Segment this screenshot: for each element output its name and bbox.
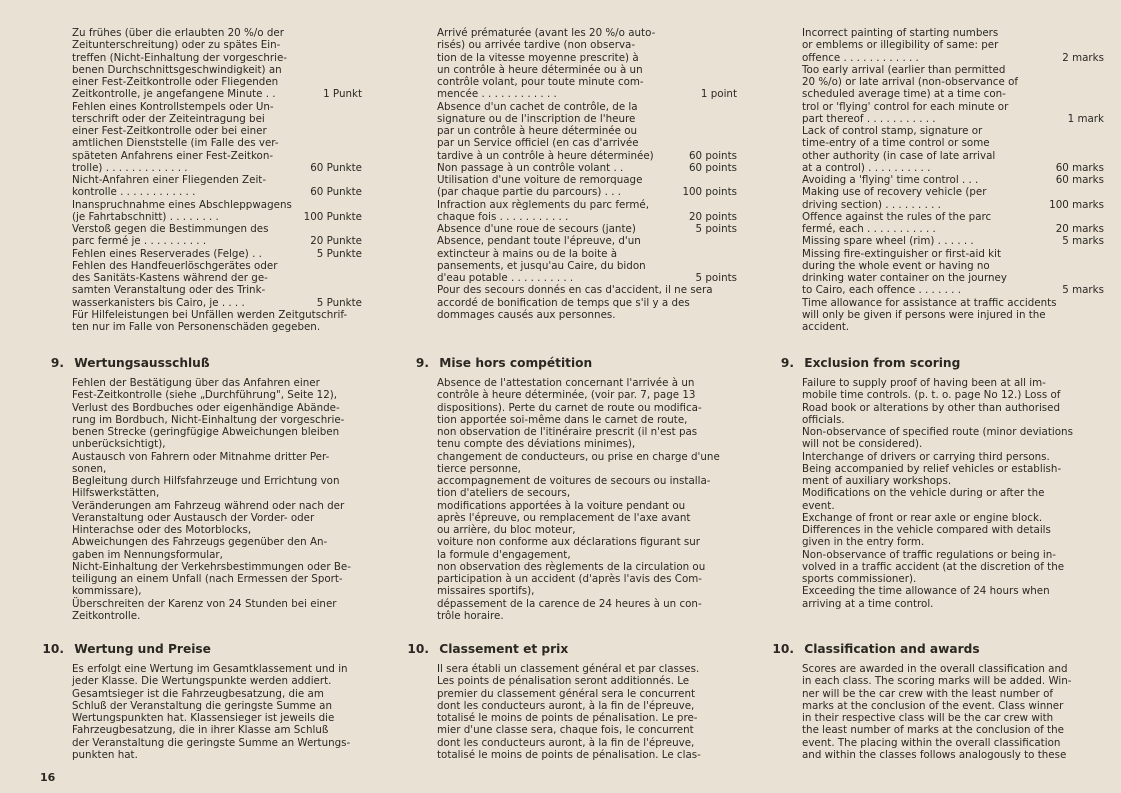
- penalty-line: [72, 321, 362, 333]
- text-line: Verlust des Bordbuches oder eigenhändige Abände-: [72, 401, 340, 414]
- penalty-text: drinking water container on the journey: [802, 272, 1007, 284]
- text-line: officials.: [802, 413, 845, 426]
- penalty-line: [437, 309, 737, 321]
- penalty-text: Offence against the rules of the parc: [802, 210, 992, 223]
- penalty-line: [437, 260, 737, 272]
- penalty-text: tardive à un contrôle à heure déterminée): [437, 149, 654, 162]
- penalty-line: [437, 186, 737, 198]
- text-line: mobile time controls. (p. t. o. page No 12.) Loss of: [802, 389, 1061, 402]
- penalty-value: 5 Punkte: [316, 296, 362, 309]
- text-line: event.: [802, 499, 835, 512]
- penalty-line: [437, 223, 737, 235]
- penalty-text: treffen (Nicht-Einhaltung der vorgeschrie-: [72, 51, 288, 64]
- text-line: Fahrzeugbesatzung, die in ihrer Klasse am Schluß: [72, 724, 329, 737]
- penalty-line: [72, 27, 362, 39]
- penalty-value: 60 marks: [1055, 174, 1104, 186]
- penalty-text: dommages causés aux personnes.: [437, 308, 616, 321]
- penalty-line: [437, 174, 737, 186]
- penalty-line: [437, 101, 737, 113]
- section-number: 10.: [772, 642, 794, 656]
- penalty-line: [72, 235, 362, 247]
- text-line: Schluß der Veranstaltung die geringste Summe an: [72, 699, 332, 712]
- text-line: premier du classement général sera le concurrent: [437, 687, 696, 700]
- penalty-text: Nicht-Anfahren einer Fliegenden Zeit-: [72, 174, 267, 186]
- penalty-line: [72, 272, 362, 284]
- col-en-s10-body: [802, 663, 1104, 761]
- col-fr-s9-heading: [405, 356, 592, 370]
- text-line: totalisé le moins de points de pénalisation. Le pre-: [437, 712, 698, 724]
- text-line: missaires sportifs),: [437, 585, 535, 598]
- text-line: tenu compte des déviations minimes),: [437, 438, 636, 451]
- text-line: arriving at a time control.: [802, 597, 934, 610]
- text-line: Austausch von Fahrern oder Mitnahme dritter Per-: [72, 450, 330, 463]
- penalty-line: [72, 260, 362, 272]
- penalty-text: extincteur à mains ou de la boite à: [437, 247, 618, 260]
- penalty-text: d'eau potable . . . . . . . . . .: [437, 272, 574, 284]
- col-en-s10-heading: [770, 642, 980, 656]
- penalty-line: [802, 101, 1104, 113]
- penalty-value: 60 Punkte: [310, 161, 362, 174]
- text-line: Es erfolgt eine Wertung im Gesamtklassement und in: [72, 663, 348, 675]
- text-line: Failure to supply proof of having been at all im-: [802, 377, 1046, 389]
- text-line: voiture non conforme aux déclarations figurant sur: [437, 536, 701, 549]
- col-fr-s10-body: [437, 663, 737, 761]
- penalty-text: Absence d'une roue de secours (jante): [437, 223, 636, 235]
- penalty-text: trolle) . . . . . . . . . . . . .: [72, 161, 188, 174]
- penalty-line: [72, 297, 362, 309]
- penalty-line: [802, 27, 1104, 39]
- text-line: Interchange of drivers or carrying third persons.: [802, 450, 1050, 463]
- text-line: dont les conducteurs auront, à la fin de l'épreuve,: [437, 699, 695, 712]
- penalty-line: [437, 64, 737, 76]
- text-line: will not be considered).: [802, 438, 923, 451]
- penalty-line: [72, 162, 362, 174]
- section-title: Exclusion from scoring: [804, 356, 961, 370]
- text-line: Wertungspunkten hat. Klassensieger ist jeweils die: [72, 712, 335, 724]
- text-line: Il sera établi un classement général et par classes.: [437, 663, 700, 675]
- penalty-text: signature ou de l'inscription de l'heure: [437, 112, 636, 125]
- penalty-value: 1 mark: [1067, 112, 1104, 125]
- text-line: accompagnement de voitures de secours ou installa-: [437, 475, 711, 487]
- penalty-text: Avoiding a 'flying' time control . . .: [802, 174, 979, 186]
- col-de-penalties: [72, 27, 362, 333]
- penalty-line: [437, 162, 737, 174]
- penalty-line: [437, 199, 737, 211]
- penalty-line: [72, 199, 362, 211]
- penalty-line: [802, 52, 1104, 64]
- penalty-text: tion de la vitesse moyenne prescrite) à: [437, 51, 639, 64]
- penalty-text: samten Veranstaltung oder des Trink-: [72, 284, 266, 297]
- text-line: modifications apportées à la voiture pendant ou: [437, 499, 686, 512]
- penalty-line: [72, 284, 362, 296]
- col-fr-s10-heading: [405, 642, 568, 656]
- penalty-text: Verstoß gegen die Bestimmungen des: [72, 223, 269, 235]
- penalty-value: 5 marks: [1062, 284, 1104, 297]
- section-number: 9.: [415, 356, 429, 370]
- penalty-text: during the whole event or having no: [802, 259, 990, 272]
- penalty-line: [72, 150, 362, 162]
- penalty-text: parc fermé je . . . . . . . . . .: [72, 235, 207, 248]
- penalty-line: [72, 101, 362, 113]
- penalty-text: späteten Anfahrens einer Fest-Zeitkon-: [72, 149, 274, 162]
- penalty-value: 5 points: [695, 272, 737, 284]
- text-line: event. The placing within the overall classification: [802, 736, 1061, 749]
- penalty-text: Fehlen eines Kontrollstempels oder Un-: [72, 100, 274, 113]
- text-line: mier d'une classe sera, chaque fois, le concurrent: [437, 724, 694, 737]
- penalty-line: [802, 174, 1104, 186]
- penalty-text: Too early arrival (earlier than permitted: [802, 63, 1006, 76]
- penalty-value: 5 points: [695, 223, 737, 235]
- penalty-value: 100 Punkte: [303, 210, 362, 223]
- penalty-value: 1 point: [700, 88, 737, 101]
- penalty-line: [437, 27, 737, 39]
- penalty-line: [802, 150, 1104, 162]
- penalty-line: [437, 272, 737, 284]
- text-line: Abweichungen des Fahrzeugs gegenüber den An-: [72, 536, 328, 549]
- penalty-text: Arrivé prématurée (avant les 20 %/o auto-: [437, 27, 656, 39]
- section-number: 9.: [50, 356, 64, 370]
- section-title: Classification and awards: [804, 642, 980, 656]
- text-line: the least number of marks at the conclusion of the: [802, 724, 1064, 737]
- penalty-text: (par chaque partie du parcours) . . .: [437, 186, 622, 199]
- penalty-text: par un contrôle à heure déterminée ou: [437, 125, 638, 137]
- penalty-value: 60 points: [688, 149, 737, 162]
- penalty-text: einer Fest-Zeitkontrolle oder Fliegenden: [72, 76, 279, 88]
- penalty-value: 100 marks: [1049, 198, 1104, 211]
- text-line: jeder Klasse. Die Wertungspunkte werden addiert.: [72, 675, 332, 688]
- penalty-value: 60 points: [688, 161, 737, 174]
- penalty-text: Incorrect painting of starting numbers: [802, 27, 999, 39]
- text-line: Non-observance of traffic regulations or being in-: [802, 548, 1056, 561]
- penalty-text: Zeitkontrolle, je angefangene Minute . .: [72, 88, 276, 101]
- penalty-text: part thereof . . . . . . . . . . .: [802, 112, 936, 125]
- text-line: Les points de pénalisation seront additionnés. Le: [437, 675, 690, 688]
- text-line: sports commissioner).: [802, 573, 917, 585]
- text-line: totalisé le moins de points de pénalisation. Le clas-: [437, 748, 701, 761]
- penalty-line: [802, 211, 1104, 223]
- penalty-text: other authority (in case of late arrival: [802, 149, 996, 162]
- text-line: sonen,: [72, 462, 107, 475]
- penalty-line: [802, 76, 1104, 88]
- penalty-value: 60 Punkte: [310, 186, 362, 199]
- penalty-value: 2 marks: [1062, 51, 1104, 64]
- penalty-value: 20 Punkte: [310, 235, 362, 248]
- text-line: Nicht-Einhaltung der Verkehrsbestimmungen oder Be-: [72, 560, 351, 573]
- penalty-text: Non passage à un contrôle volant . .: [437, 161, 624, 174]
- penalty-text: (je Fahrtabschnitt) . . . . . . . .: [72, 210, 219, 223]
- penalty-line: [72, 223, 362, 235]
- penalty-line: [72, 113, 362, 125]
- text-line: Begleitung durch Hilfsfahrzeuge und Errichtung von: [72, 475, 340, 487]
- penalty-line: [437, 52, 737, 64]
- penalty-text: Inanspruchnahme eines Abschleppwagens: [72, 198, 292, 211]
- penalty-text: trol or 'flying' control for each minute or: [802, 100, 1009, 113]
- penalty-line: [72, 52, 362, 64]
- text-line: Scores are awarded in the overall classification and: [802, 663, 1068, 675]
- penalty-text: Time allowance for assistance at traffic accidents: [802, 296, 1057, 309]
- text-line: gaben im Nennungsformular,: [72, 548, 223, 561]
- col-de-s10-body: [72, 663, 362, 761]
- penalty-line: [802, 284, 1104, 296]
- penalty-text: Absence d'un cachet de contrôle, de la: [437, 100, 638, 113]
- text-line: Hinterachse oder des Motorblocks,: [72, 524, 252, 536]
- text-line: Überschreiten der Karenz von 24 Stunden bei einer: [72, 597, 337, 610]
- penalty-value: 5 marks: [1062, 235, 1104, 248]
- penalty-text: ten nur im Falle von Personenschäden gegeben.: [72, 321, 321, 333]
- text-line: Exchange of front or rear axle or engine block.: [802, 511, 1043, 524]
- penalty-text: pansements, et jusqu'au Caire, du bidon: [437, 259, 646, 272]
- col-en-s9-heading: [770, 356, 960, 370]
- penalty-line: [802, 248, 1104, 260]
- penalty-line: [802, 162, 1104, 174]
- text-line: Zeitkontrolle.: [72, 609, 141, 622]
- text-line: la formule d'engagement,: [437, 548, 571, 561]
- text-line: rung im Bordbuch, Nicht-Einhaltung der vorgeschrie-: [72, 413, 345, 426]
- text-line: Absence de l'attestation concernant l'arrivée à un: [437, 377, 695, 389]
- penalty-text: Lack of control stamp, signature or: [802, 125, 983, 137]
- penalty-text: Zeitunterschreitung) oder zu spätes Ein-: [72, 39, 281, 52]
- penalty-line: [437, 248, 737, 260]
- text-line: après l'épreuve, ou remplacement de l'axe avant: [437, 511, 691, 524]
- penalty-text: chaque fois . . . . . . . . . . .: [437, 210, 569, 223]
- penalty-text: or emblems or illegibility of same: per: [802, 39, 999, 52]
- penalty-line: [72, 64, 362, 76]
- penalty-line: [437, 76, 737, 88]
- penalty-text: Fehlen eines Reserverades (Felge) . .: [72, 247, 262, 260]
- section-number: 10.: [42, 642, 64, 656]
- penalty-line: [72, 125, 362, 137]
- penalty-line: [437, 284, 737, 296]
- col-en-s9-body: [802, 377, 1104, 610]
- penalty-value: 20 marks: [1055, 223, 1104, 235]
- penalty-line: [802, 235, 1104, 247]
- penalty-text: contrôle volant, pour toute minute com-: [437, 76, 644, 88]
- penalty-line: [802, 260, 1104, 272]
- penalty-text: offence . . . . . . . . . . . .: [802, 51, 919, 64]
- penalty-text: Missing fire-extinguisher or first-aid kit: [802, 247, 1002, 260]
- col-de-s10-heading: [40, 642, 211, 656]
- page-number: 16: [40, 771, 56, 784]
- text-line: Non-observance of specified route (minor deviations: [802, 426, 1073, 438]
- text-line: der Veranstaltung die geringste Summe an Wertungs-: [72, 736, 351, 749]
- penalty-line: [437, 113, 737, 125]
- text-line: in their respective class will be the car crew with: [802, 712, 1054, 724]
- penalty-line: [437, 235, 737, 247]
- penalty-line: [802, 309, 1104, 321]
- text-line: Veränderungen am Fahrzeug während oder nach der: [72, 499, 345, 512]
- penalty-line: [72, 39, 362, 51]
- penalty-line: [72, 211, 362, 223]
- penalty-value: 100 points: [682, 186, 737, 199]
- text-line: and within the classes follows analogously to these: [802, 748, 1067, 761]
- penalty-text: Fehlen des Handfeuerlöschgerätes oder: [72, 259, 278, 272]
- text-line: Gesamtsieger ist die Fahrzeugbesatzung, die am: [72, 687, 324, 700]
- penalty-text: driving section) . . . . . . . . .: [802, 198, 941, 211]
- penalty-line: [802, 88, 1104, 100]
- penalty-text: to Cairo, each offence . . . . . . .: [802, 284, 962, 297]
- text-line: dont les conducteurs auront, à la fin de l'épreuve,: [437, 736, 695, 749]
- text-line: Veranstaltung oder Austausch der Vorder- oder: [72, 511, 315, 524]
- section-number: 10.: [407, 642, 429, 656]
- text-line: Fest-Zeitkontrolle (siehe „Durchführung", Seite 12),: [72, 389, 338, 402]
- text-line: changement de conducteurs, ou prise en charge d'une: [437, 450, 720, 463]
- text-line: contrôle à heure déterminée, (voir par. 7, page 13: [437, 389, 696, 402]
- text-line: participation à un accident (d'après l'avis des Com-: [437, 573, 702, 585]
- text-line: given in the entry form.: [802, 536, 925, 549]
- text-line: tion apportée soi-même dans le carnet de route,: [437, 413, 688, 426]
- penalty-line: [437, 297, 737, 309]
- penalty-text: Absence, pendant toute l'épreuve, d'un: [437, 235, 641, 248]
- penalty-text: kontrolle . . . . . . . . . . . .: [72, 186, 196, 199]
- penalty-text: 20 %/o) or late arrival (non-observance of: [802, 76, 1019, 88]
- text-line: ment of auxiliary workshops.: [802, 475, 952, 487]
- penalty-line: [802, 137, 1104, 149]
- text-line: Differences in the vehicle compared with details: [802, 524, 1051, 536]
- penalty-text: einer Fest-Zeitkontrolle oder bei einer: [72, 125, 267, 137]
- text-line: dispositions). Perte du carnet de route ou modifica-: [437, 401, 702, 414]
- col-fr-s9-body: [437, 377, 737, 622]
- penalty-value: 60 marks: [1055, 161, 1104, 174]
- penalty-text: wasserkanisters bis Cairo, je . . . .: [72, 296, 245, 309]
- penalty-text: terschrift oder der Zeiteintragung bei: [72, 112, 265, 125]
- text-line: benen Strecke (geringfügige Abweichungen bleiben: [72, 426, 340, 438]
- text-line: Exceeding the time allowance of 24 hours when: [802, 585, 1050, 598]
- penalty-line: [802, 125, 1104, 137]
- penalty-line: [437, 211, 737, 223]
- text-line: Hilfswerkstätten,: [72, 487, 160, 500]
- section-title: Wertung und Preise: [74, 642, 211, 656]
- penalty-line: [437, 150, 737, 162]
- text-line: in each class. The scoring marks will be added. Win-: [802, 675, 1072, 688]
- text-line: trôle horaire.: [437, 609, 504, 622]
- col-de-s9-heading: [40, 356, 210, 370]
- penalty-text: scheduled average time) at a time con-: [802, 88, 1006, 101]
- penalty-line: [72, 137, 362, 149]
- penalty-line: [802, 321, 1104, 333]
- penalty-value: 20 points: [688, 210, 737, 223]
- col-de-s9-body: [72, 377, 362, 622]
- penalty-text: amtlichen Dienststelle (im Falle des ver-: [72, 137, 279, 150]
- section-title: Classement et prix: [439, 642, 569, 656]
- penalty-line: [437, 88, 737, 100]
- text-line: punkten hat.: [72, 748, 138, 761]
- text-line: ou arrière, du bloc moteur,: [437, 524, 576, 536]
- penalty-text: will only be given if persons were injured in the: [802, 308, 1046, 321]
- penalty-line: [72, 186, 362, 198]
- text-line: Fehlen der Bestätigung über das Anfahren einer: [72, 377, 320, 389]
- penalty-text: Pour des secours donnés en cas d'accident, il ne sera: [437, 284, 713, 297]
- text-line: Road book or alterations by other than authorised: [802, 401, 1061, 414]
- text-line: marks at the conclusion of the event. Class winner: [802, 699, 1064, 712]
- penalty-text: benen Durchschnittsgeschwindigkeit) an: [72, 63, 282, 76]
- penalty-text: un contrôle à heure déterminée ou à un: [437, 63, 643, 76]
- penalty-text: at a control) . . . . . . . . . .: [802, 161, 931, 174]
- penalty-text: accident.: [802, 321, 850, 333]
- penalty-text: risés) ou arrivée tardive (non observa-: [437, 39, 636, 52]
- text-line: non observation de l'itinéraire prescrit (il n'est pas: [437, 426, 698, 438]
- text-line: ner will be the car crew with the least number of: [802, 687, 1053, 700]
- penalty-line: [72, 309, 362, 321]
- penalty-line: [802, 113, 1104, 125]
- penalty-text: par un Service officiel (en cas d'arrivée: [437, 137, 639, 150]
- penalty-line: [802, 39, 1104, 51]
- penalty-text: Missing spare wheel (rim) . . . . . .: [802, 235, 974, 248]
- text-line: kommissare),: [72, 585, 142, 598]
- penalty-value: 1 Punkt: [323, 88, 362, 101]
- text-line: tion d'ateliers de secours,: [437, 487, 571, 500]
- text-line: non observation des règlements de la circulation ou: [437, 560, 706, 573]
- penalty-value: 5 Punkte: [316, 247, 362, 260]
- penalty-text: Zu frühes (über die erlaubten 20 %/o der: [72, 27, 284, 39]
- penalty-line: [802, 199, 1104, 211]
- section-title: Wertungsausschluß: [74, 356, 210, 370]
- penalty-line: [802, 186, 1104, 198]
- col-en-penalties: [802, 27, 1104, 333]
- penalty-line: [72, 76, 362, 88]
- section-number: 9.: [780, 356, 794, 370]
- penalty-line: [72, 88, 362, 100]
- penalty-text: Utilisation d'une voiture de remorquage: [437, 174, 643, 186]
- penalty-text: des Sanitäts-Kastens während der ge-: [72, 272, 268, 284]
- text-line: volved in a traffic accident (at the discretion of the: [802, 560, 1065, 573]
- penalty-text: accordé de bonification de temps que s'il y a des: [437, 296, 690, 309]
- penalty-line: [72, 248, 362, 260]
- penalty-line: [437, 39, 737, 51]
- text-line: dépassement de la carence de 24 heures à un con-: [437, 597, 702, 610]
- penalty-text: Making use of recovery vehicle (per: [802, 186, 987, 199]
- penalty-line: [437, 125, 737, 137]
- section-title: Mise hors compétition: [439, 356, 593, 370]
- text-line: Modifications on the vehicle during or after the: [802, 487, 1045, 500]
- penalty-text: Für Hilfeleistungen bei Unfällen werden Zeitgutschrif-: [72, 308, 348, 321]
- penalty-line: [802, 223, 1104, 235]
- penalty-text: time-entry of a time control or some: [802, 137, 990, 150]
- text-line: unberücksichtigt),: [72, 438, 166, 451]
- col-fr-penalties: [437, 27, 737, 321]
- penalty-text: mencée . . . . . . . . . . . .: [437, 88, 557, 101]
- penalty-line: [802, 64, 1104, 76]
- penalty-text: fermé, each . . . . . . . . . . .: [802, 223, 936, 235]
- penalty-text: Infraction aux règlements du parc fermé,: [437, 198, 650, 211]
- penalty-line: [437, 137, 737, 149]
- text-line: tierce personne,: [437, 462, 521, 475]
- penalty-line: [72, 174, 362, 186]
- penalty-line: [802, 297, 1104, 309]
- text-line: teiligung an einem Unfall (nach Ermessen der Sport-: [72, 573, 343, 585]
- text-line: Being accompanied by relief vehicles or establish-: [802, 462, 1062, 475]
- penalty-line: [802, 272, 1104, 284]
